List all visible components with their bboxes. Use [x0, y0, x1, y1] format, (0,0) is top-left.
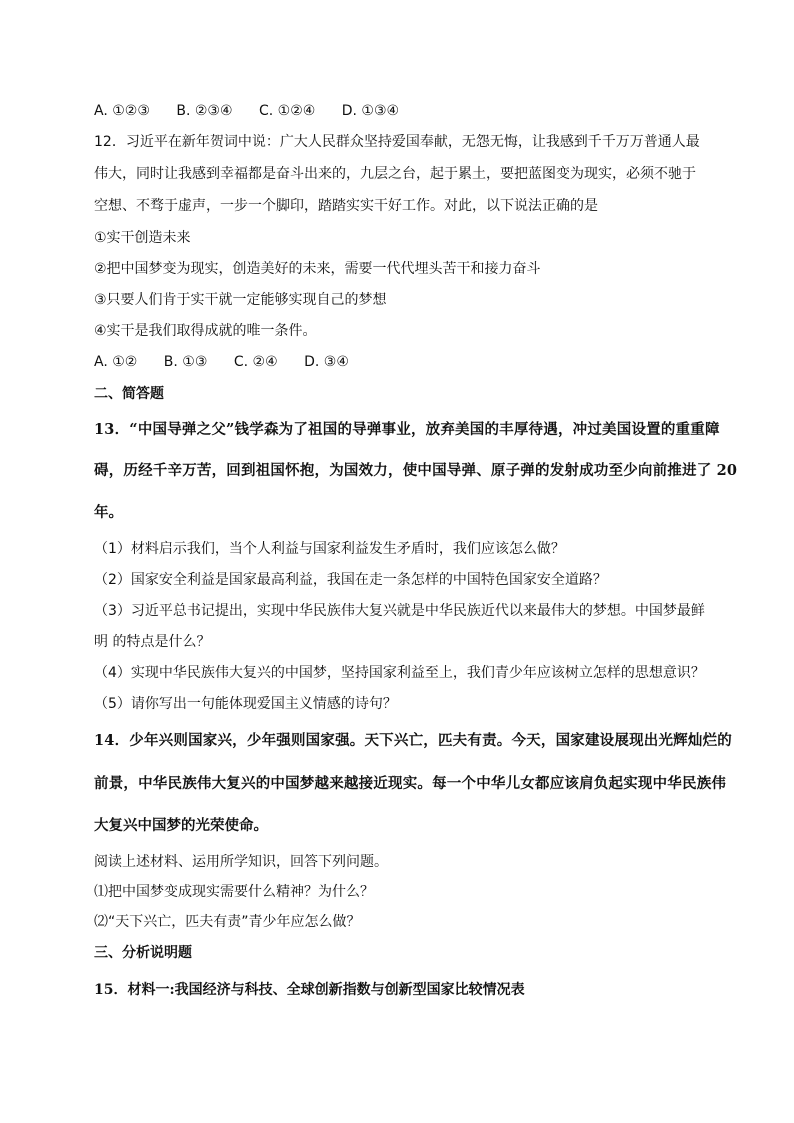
q12-stem-line2: 伟大，同时让我感到幸福都是奋斗出来的，九层之台，起于累土，要把蓝图变为现实，必须不驰于: [94, 166, 696, 182]
q13-sub-5: （5）请你写出一句能体现爱国主义情感的诗句？: [94, 696, 397, 712]
section-2-title: 二、简答题: [94, 386, 164, 402]
q13-sub-1: （1）材料启示我们，当个人利益与国家利益发生矛盾时，我们应该怎么做？: [94, 541, 565, 557]
q13-sub-4: （4）实现中华民族伟大复兴的中国梦，坚持国家利益至上，我们青少年应该树立怎样的思想意识？: [94, 665, 705, 681]
q11-options: [94, 101, 399, 121]
q12-item-1: ①实干创造未来: [94, 230, 191, 246]
q14-stem-line3: 大复兴中国梦的光荣使命。: [94, 817, 268, 834]
q13-sub-2: （2）国家安全利益是国家最高利益，我国在走一条怎样的中国特色国家安全道路？: [94, 572, 607, 588]
q12-options: [94, 352, 349, 372]
q12-stem-line3: 空想、不骛于虚声，一步一个脚印，踏踏实实干好工作。对此，以下说法正确的是: [94, 198, 598, 214]
q14-prompt: 阅读上述材料、运用所学知识，回答下列问题。: [94, 854, 388, 870]
q15-stem-line1: 15．材料一:我国经济与科技、全球创新指数与创新型国家比较情况表: [94, 982, 525, 998]
q11-option-b: B. ②③④: [176, 103, 233, 119]
section-3-title: 三、分析说明题: [94, 945, 192, 961]
q13-stem-line2: 碍，历经千辛万苦，回到祖国怀抱，为国效力，使中国导弹、原子弹的发射成功至少向前推进了 20: [94, 462, 738, 479]
q14-sub-2: ⑵“天下兴亡，匹夫有责”青少年应怎么做？: [94, 914, 361, 930]
q13-stem-line3: 年。: [94, 504, 123, 521]
q12-option-a: A. ①②: [94, 354, 138, 370]
q14-stem-line2: 前景，中华民族伟大复兴的中国梦越来越接近现实。每一个中华儿女都应该肩负起实现中华民族伟: [94, 775, 727, 792]
q13-sub-3-line1: （3）习近平总书记提出，实现中华民族伟大复兴就是中华民族近代以来最伟大的梦想。中国梦最鲜: [94, 603, 705, 619]
q11-option-c: C. ①②④: [258, 103, 316, 119]
q12-option-d: D. ③④: [304, 354, 349, 370]
q11-option-d: D. ①③④: [341, 103, 400, 119]
q12-item-2: ②把中国梦变为现实，创造美好的未来，需要一代代埋头苦干和接力奋斗: [94, 261, 541, 277]
q14-sub-1: ⑴把中国梦变成现实需要什么精神？为什么？: [94, 884, 374, 900]
q11-option-a: A. ①②③: [94, 103, 150, 119]
q12-stem-line1: 12．习近平在新年贺词中说：广大人民群众坚持爱国奉献，无怨无悔，让我感到千千万万普通人最: [94, 134, 700, 150]
q12-option-b: B. ①③: [163, 354, 208, 370]
q12-option-c: C. ②④: [233, 354, 278, 370]
q13-stem-line1: 13．“中国导弹之父”钱学森为了祖国的导弹事业，放弃美国的丰厚待遇，冲过美国设置的重重障: [94, 421, 720, 438]
q12-item-4: ④实干是我们取得成就的唯一条件。: [94, 323, 317, 339]
q13-sub-3-line2: 明 的特点是什么？: [94, 634, 211, 650]
q14-stem-line1: 14．少年兴则国家兴，少年强则国家强。天下兴亡，匹夫有责。今天，国家建设展现出光辉灿烂的: [94, 732, 732, 749]
q12-item-3: ③只要人们肯于实干就一定能够实现自己的梦想: [94, 292, 387, 308]
